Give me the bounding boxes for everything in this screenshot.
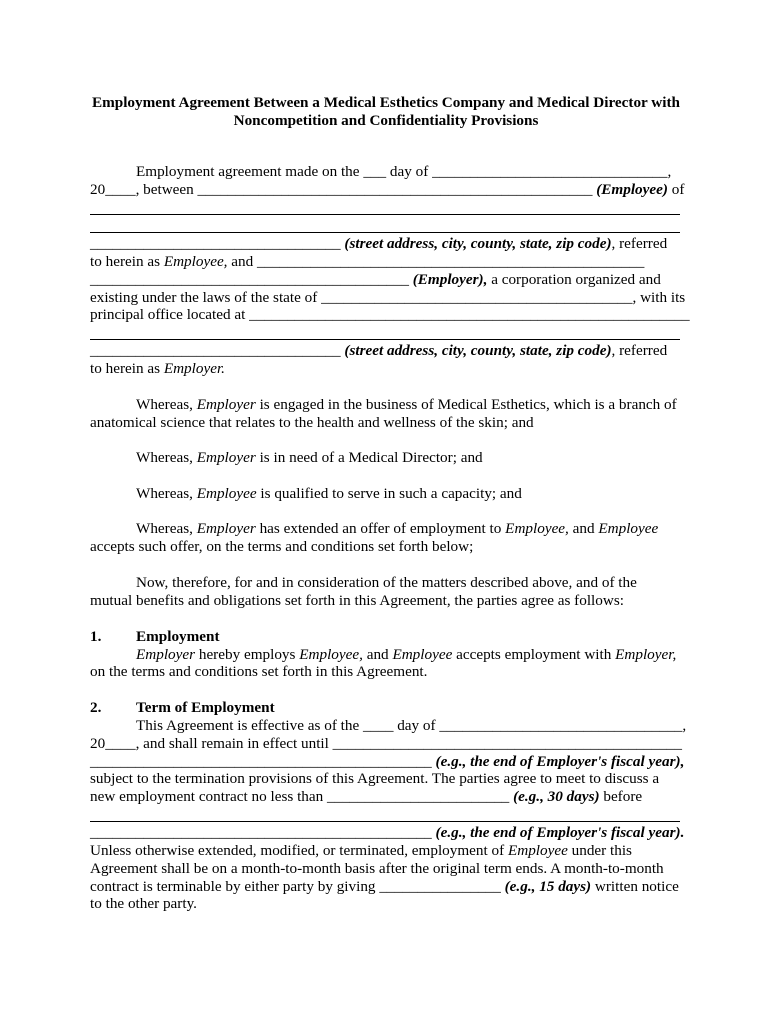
whereas-1-line-2: anatomical science that relates to the health and wellness of the skin; and [90,414,534,431]
section-2-line-9: Agreement shall be on a month-to-month basis after the original term ends. A month-to-month [90,860,664,877]
title-line-1: Employment Agreement Between a Medical Esthetics Company and Medical Director with [91,94,681,111]
section-2-blank-line-6 [90,806,682,824]
whereas-4-line-2: accepts such offer, on the terms and conditions set forth below; [90,538,474,555]
section-2-line-8: Unless otherwise extended, modified, or terminated, employment of Employee under this [90,842,632,859]
whereas-2: Whereas, Employer is in need of a Medical Director; and [136,449,483,466]
intro-blank-line-4 [90,217,682,235]
section-1-line-2: on the terms and conditions set forth in this Agreement. [90,663,428,680]
now-therefore-line-2: mutual benefits and obligations set forth in this Agreement, the parties agree as follows: [90,592,624,609]
section-2-line-7: _____________________________________________ (e.g., the end of Employer's fiscal year). [90,824,685,841]
intro-line-2: 20____, between ____________________________________________________ (Employee) of [90,181,685,198]
section-2-heading: 2. Term of Employment [90,699,275,716]
whereas-4-line-1: Whereas, Employer has extended an offer of employment to Employee, and Employee [136,520,659,537]
intro-blank-line-10 [90,324,682,342]
section-1-heading: 1. Employment [90,628,220,645]
section-2-line-4: subject to the termination provisions of this Agreement. The parties agree to meet to discuss a [90,770,660,787]
section-2-line-3: _____________________________________________ (e.g., the end of Employer's fiscal year), [90,753,685,770]
section-2-line-11: to the other party. [90,895,197,912]
section-2-line-10: contract is terminable by either party by giving ________________ (e.g., 15 days) written notice [90,878,679,895]
now-therefore-line-1: Now, therefore, for and in consideration of the matters described above, and of the [136,574,637,591]
section-1-line-1: Employer hereby employs Employee, and Employee accepts employment with Employer, [136,646,677,663]
whereas-3: Whereas, Employee is qualified to serve in such a capacity; and [136,485,522,502]
section-2-line-5: new employment contract no less than ________________________ (e.g., 30 days) before [90,788,643,805]
intro-line-8: existing under the laws of the state of _________________________________________, with its [90,289,686,306]
intro-blank-line-3 [90,199,682,217]
section-2-line-2: 20____, and shall remain in effect until ______________________________________________ [90,735,682,752]
document-title [90,94,682,130]
intro-line-6: to herein as Employee, and ___________________________________________________ [90,253,645,270]
intro-line-11: _________________________________ (street address, city, county, state, zip code), referred [90,342,668,359]
section-2-line-1: This Agreement is effective as of the ____ day of ________________________________, [136,717,687,734]
whereas-1-line-1: Whereas, Employer is engaged in the business of Medical Esthetics, which is a branch of [136,396,677,413]
title-line-2: Noncompetition and Confidentiality Provisions [233,112,539,129]
intro-line-12: to herein as Employer. [90,360,225,377]
intro-line-1: Employment agreement made on the ___ day of _______________________________, [136,163,672,180]
intro-line-9: principal office located at __________________________________________________________ [90,306,690,323]
intro-line-7: __________________________________________ (Employer), a corporation organized and [90,271,661,288]
intro-line-5: _________________________________ (street address, city, county, state, zip code), referred [90,235,668,252]
